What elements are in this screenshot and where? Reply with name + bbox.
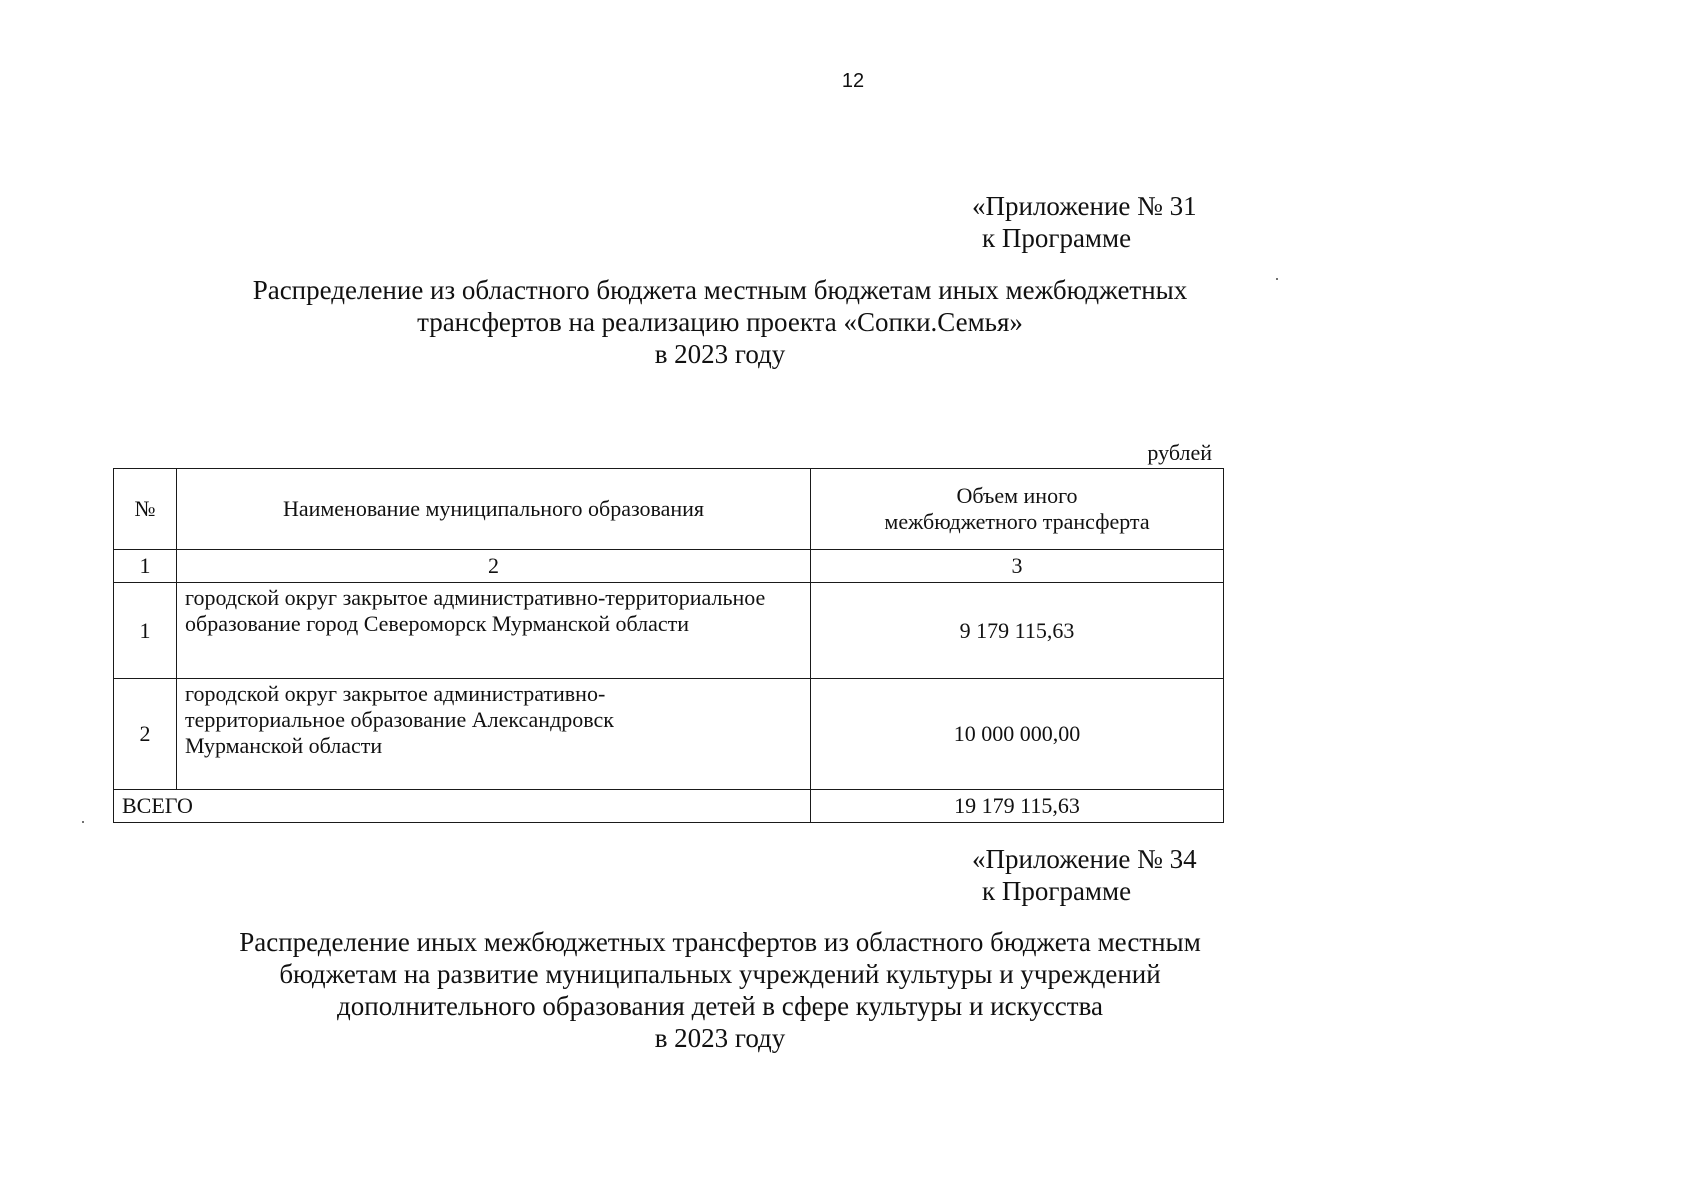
scan-speck [82,821,84,823]
section2-title-line4: в 2023 году [654,1023,786,1053]
row-name: городской округ закрытое административно-территориальное образование Александровск Мурманской области [177,679,811,790]
transfers-table [113,468,1224,823]
header-value: Объем иного межбюджетного трансферта [811,469,1224,550]
appendix-31-number: «Приложение № 31 [972,191,1197,221]
total-value: 19 179 115,63 [811,790,1224,823]
appendix-34-program: к Программе [982,876,1132,906]
appendix-31-label [972,190,1197,254]
section2-title [0,926,1440,1054]
units-label: рублей [1147,440,1212,465]
table-row [114,583,1224,679]
index-col-3: 3 [811,550,1224,583]
section2-title-line2: бюджетам на развитие муниципальных учреждений культуры и учреждений [279,959,1161,989]
row-num: 2 [114,679,177,790]
index-col-1: 1 [114,550,177,583]
section2-title-line1: Распределение иных межбюджетных трансфертов из областного бюджета местным [239,927,1201,957]
table-index-row [114,550,1224,583]
appendix-31-program: к Программе [982,223,1132,253]
table-total-row [114,790,1224,823]
appendix-34-label [972,843,1197,907]
table-header-row [114,469,1224,550]
section1-title-line1: Распределение из областного бюджета местным бюджетам иных межбюджетных [252,275,1188,305]
row-value: 10 000 000,00 [811,679,1224,790]
section1-title-line2: трансфертов на реализацию проекта «Сопки.Семья» [417,307,1023,337]
table-row [114,679,1224,790]
page-number: 12 [841,70,865,92]
header-num: № [114,469,177,550]
row-num: 1 [114,583,177,679]
row-value: 9 179 115,63 [811,583,1224,679]
section2-title-line3: дополнительного образования детей в сфере культуры и искусства [337,991,1103,1021]
scan-speck [1276,278,1278,280]
index-col-2: 2 [177,550,811,583]
total-label: ВСЕГО [114,790,811,823]
section1-title-line3: в 2023 году [654,339,786,369]
appendix-34-number: «Приложение № 34 [972,844,1197,874]
section1-title [0,274,1440,370]
row-name: городской округ закрытое административно-территориальное образование город Североморск Мурманской области [177,583,811,679]
header-name: Наименование муниципального образования [177,469,811,550]
